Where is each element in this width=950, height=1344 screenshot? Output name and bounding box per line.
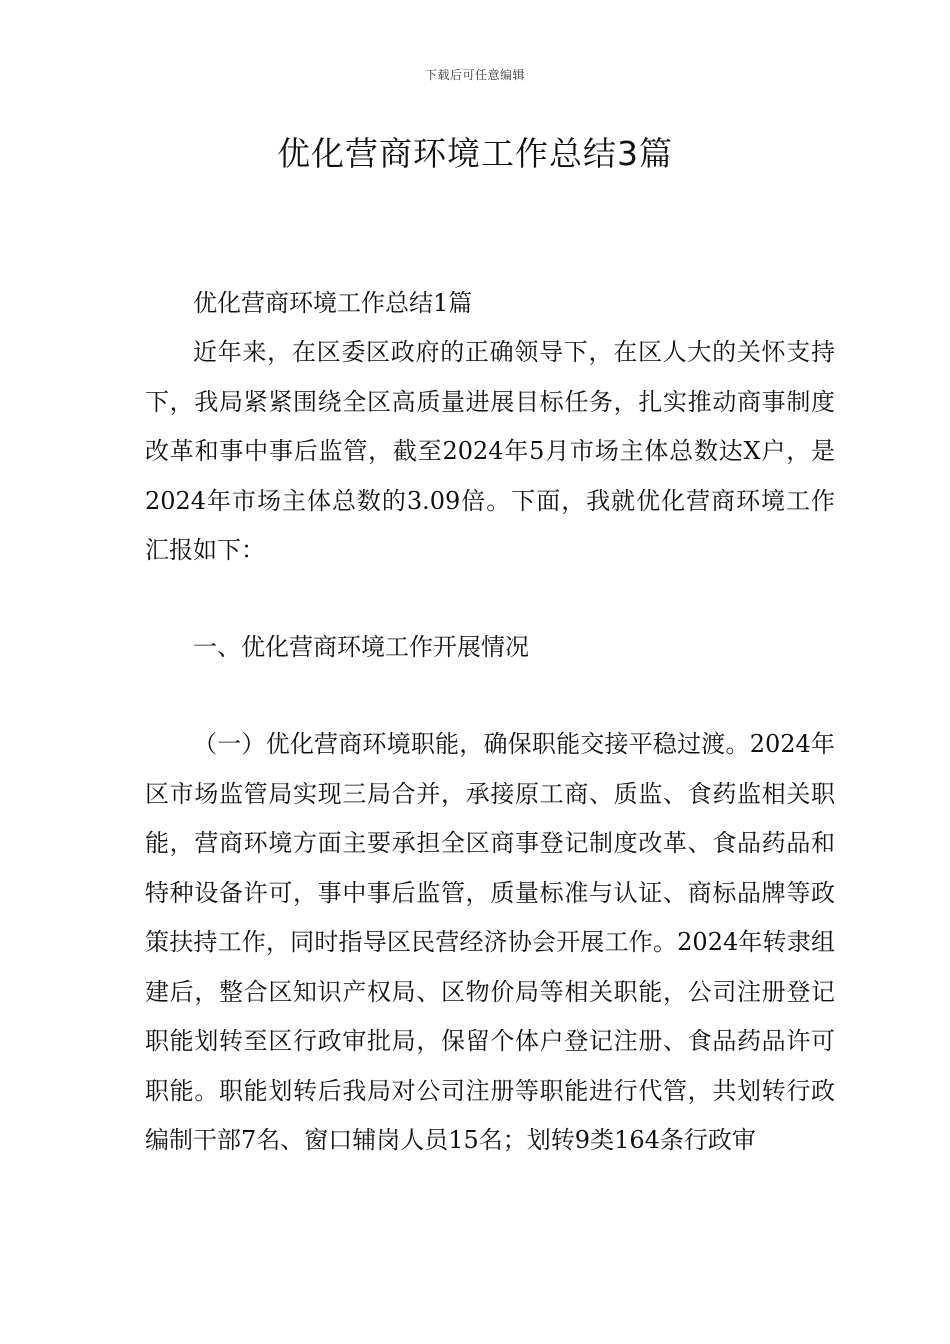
body-paragraph: （一）优化营商环境职能，确保职能交接平稳过渡。2024年区市场监管局实现三局合并，承接原工商、质监、食药监相关职能，营商环境方面主要承担全区商事登记制度改革、食品药品和特种设备许可，事中事后监管，质量标准与认证、商标品牌等政策扶持工作，同时指导区民营经济协会开展工作。2024年转隶组建后，整合区知识产权局、区物价局等相关职能，公司注册登记职能划转至区行政审批局，保留个体户登记注册、食品药品许可职能。职能划转后我局对公司注册等职能进行代管，共划转行政编制干部7名、窗口辅岗人员15名；划转9类164条行政审 [145, 730, 835, 1154]
section-heading: 一、优化营商环境工作开展情况 [193, 633, 529, 661]
intro-paragraph: 近年来，在区委区政府的正确领导下，在区人大的关怀支持下，我局紧紧围绕全区高质量进展目标任务，扎实推动商事制度改革和事中事后监管，截至2024年5月市场主体总数达X户，是2024年市场主体总数的3.09倍。下面，我就优化营商环境工作汇报如下： [145, 338, 835, 564]
document-title: 优化营商环境工作总结3篇 [277, 134, 673, 173]
section-subtitle: 优化营商环境工作总结1篇 [193, 289, 473, 317]
header-note: 下载后可任意编辑 [424, 68, 525, 82]
